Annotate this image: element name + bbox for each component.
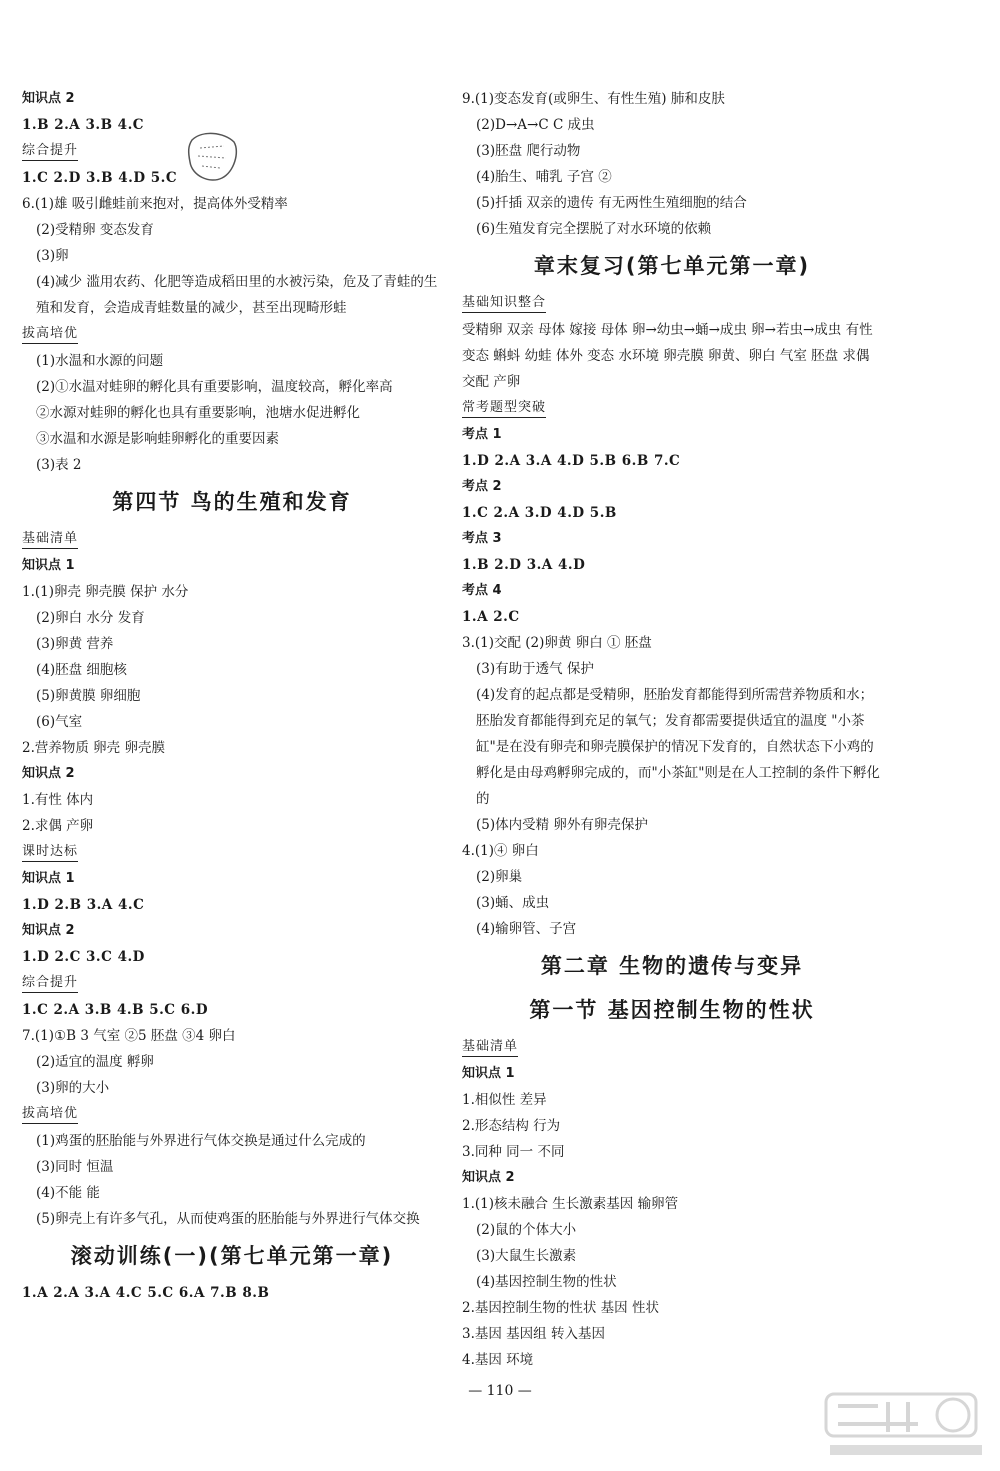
subheading-row bbox=[462, 1034, 882, 1061]
answer-line: ②水源对蛙卵的孵化也具有重要影响，池塘水促进孵化 bbox=[36, 405, 360, 421]
answer-line: (2)卵巢 bbox=[476, 869, 523, 885]
answer-line: 2.求偶 产卵 bbox=[22, 818, 94, 834]
answer-line: 6.(1)雄 吸引雌蛙前来抱对，提高体外受精率 bbox=[22, 196, 288, 212]
subheading-row bbox=[22, 321, 442, 348]
answer-line: (4)基因控制生物的性状 bbox=[476, 1274, 617, 1290]
page-number: — 110 — bbox=[468, 1383, 532, 1399]
answer-line: (3)卵黄 营养 bbox=[36, 636, 114, 652]
subheading: 综合提升 bbox=[22, 974, 78, 993]
answer-line: 7.(1)①B 3 气室 ②5 胚盘 ③4 卵白 bbox=[22, 1028, 236, 1044]
answer-line: (5)卵黄膜 卵细胞 bbox=[36, 688, 141, 704]
answer-line: (6)气室 bbox=[36, 714, 83, 730]
answer-line: 1.A 2.C bbox=[462, 609, 520, 625]
knowledge-point-label: 知识点 1 bbox=[22, 558, 75, 573]
answer-line: (5)卵壳上有许多气孔，从而使鸡蛋的胚胎能与外界进行气体交换 bbox=[36, 1211, 420, 1227]
answer-line: 1.A 2.A 3.A 4.C 5.C 6.A 7.B 8.B bbox=[22, 1285, 270, 1301]
answer-line: 1.C 2.A 3.B 4.B 5.C 6.D bbox=[22, 1002, 209, 1018]
answer-line: 1.有性 体内 bbox=[22, 792, 94, 808]
knowledge-point-label: 考点 3 bbox=[462, 531, 502, 546]
watermark-logo bbox=[818, 1388, 994, 1468]
answer-line: (5)体内受精 卵外有卵壳保护 bbox=[476, 817, 648, 833]
answer-line: (4)胎生、哺乳 子宫 ② bbox=[476, 169, 612, 185]
subheading: 拔高培优 bbox=[22, 1105, 78, 1124]
answer-line: 1.D 2.B 3.A 4.C bbox=[22, 897, 145, 913]
answer-line: (3)同时 恒温 bbox=[36, 1159, 114, 1175]
answer-line: 1.B 2.A 3.B 4.C bbox=[22, 117, 145, 133]
subheading-row bbox=[462, 395, 882, 422]
subheading-row bbox=[22, 839, 442, 866]
subheading: 基础清单 bbox=[22, 530, 78, 549]
subheading: 基础清单 bbox=[462, 1038, 518, 1057]
answer-line: (4)胚盘 细胞核 bbox=[36, 662, 127, 678]
answer-line: (3)大鼠生长激素 bbox=[476, 1248, 577, 1264]
answer-line: (3)胚盘 爬行动物 bbox=[476, 143, 581, 159]
answer-line: 2.营养物质 卵壳 卵壳膜 bbox=[22, 740, 165, 756]
answer-line: (2)受精卵 变态发育 bbox=[36, 222, 154, 238]
subheading-row bbox=[462, 290, 882, 317]
answer-line: 2.形态结构 行为 bbox=[462, 1118, 561, 1134]
answer-line: (4)发育的起点都是受精卵，胚胎发育都能得到所需营养物质和水；胚胎发育都能得到充足的氧气；发育都需要提供适宜的温度 "小茶缸"是在没有卵壳和卵壳膜保护的情况下发育的，自然状态下小鸡的孵化是由母鸡孵卵完成的，而"小茶缸"则是在人工控制的条件下孵化的 bbox=[476, 687, 880, 807]
answer-line: 4.(1)④ 卵白 bbox=[462, 843, 539, 859]
answer-line: 1.C 2.A 3.D 4.D 5.B bbox=[462, 505, 617, 521]
answer-line: 受精卵 双亲 母体 嫁接 母体 卵→幼虫→蛹→成虫 卵→若虫→成虫 有性 变态 蝌蚪 幼蛙 体外 变态 水环境 卵壳膜 卵黄、卵白 气室 胚盘 求偶 交配 产卵 bbox=[462, 322, 873, 390]
answer-line: 1.B 2.D 3.A 4.D bbox=[462, 557, 586, 573]
knowledge-point-label: 知识点 2 bbox=[22, 91, 75, 106]
subheading-row bbox=[22, 1101, 442, 1128]
subheading: 常考题型突破 bbox=[462, 399, 546, 418]
knowledge-point-label: 考点 4 bbox=[462, 583, 502, 598]
right-column bbox=[462, 86, 882, 1373]
answer-line: (6)生殖发育完全摆脱了对水环境的依赖 bbox=[476, 221, 712, 237]
section-title: 滚动训练(一)(第七单元第一章) bbox=[70, 1244, 394, 1268]
answer-line: 9.(1)变态发育(或卵生、有性生殖) 肺和皮肤 bbox=[462, 91, 725, 107]
answer-line: 3.同种 同一 不同 bbox=[462, 1144, 565, 1160]
knowledge-point-label: 知识点 2 bbox=[22, 923, 75, 938]
answer-line: 1.相似性 差异 bbox=[462, 1092, 547, 1108]
answer-line: (3)有助于透气 保护 bbox=[476, 661, 594, 677]
knowledge-point-label: 知识点 2 bbox=[22, 766, 75, 781]
answer-line: (3)卵 bbox=[36, 248, 69, 264]
subheading: 基础知识整合 bbox=[462, 294, 546, 313]
answer-line: (1)鸡蛋的胚胎能与外界进行气体交换是通过什么完成的 bbox=[36, 1133, 366, 1149]
subheading: 拔高培优 bbox=[22, 325, 78, 344]
subheading: 综合提升 bbox=[22, 142, 78, 161]
subheading-row bbox=[22, 970, 442, 997]
knowledge-point-label: 知识点 1 bbox=[462, 1066, 515, 1081]
knowledge-point-label: 知识点 2 bbox=[462, 1170, 515, 1185]
answer-line: ③水温和水源是影响蛙卵孵化的重要因素 bbox=[36, 431, 279, 447]
section-title: 第二章 生物的遗传与变异 bbox=[540, 954, 804, 978]
answer-line: (2)适宜的温度 孵卵 bbox=[36, 1054, 154, 1070]
knowledge-point-label: 考点 2 bbox=[462, 479, 502, 494]
answer-line: 1.(1)卵壳 卵壳膜 保护 水分 bbox=[22, 584, 189, 600]
ink-stamp-mark bbox=[184, 128, 240, 184]
answer-line: 3.基因 基因组 转入基因 bbox=[462, 1326, 605, 1342]
answer-line: (4)减少 滥用农药、化肥等造成稻田里的水被污染，危及了青蛙的生殖和发育，会造成青蛙数量的减少，甚至出现畸形蛙 bbox=[36, 274, 438, 316]
answer-line: 2.基因控制生物的性状 基因 性状 bbox=[462, 1300, 659, 1316]
answer-line: (1)水温和水源的问题 bbox=[36, 353, 164, 369]
knowledge-point-label: 考点 1 bbox=[462, 427, 502, 442]
answer-line: 1.(1)核未融合 生长激素基因 输卵管 bbox=[462, 1196, 679, 1212]
answer-line: 1.C 2.D 3.B 4.D 5.C bbox=[22, 170, 178, 186]
answer-line: (3)卵的大小 bbox=[36, 1080, 110, 1096]
section-title: 第四节 鸟的生殖和发育 bbox=[112, 490, 352, 514]
answer-line: 3.(1)交配 (2)卵黄 卵白 ① 胚盘 bbox=[462, 635, 652, 651]
answer-line: (3)表 2 bbox=[36, 457, 82, 473]
answer-line: (5)扦插 双亲的遗传 有无两性生殖细胞的结合 bbox=[476, 195, 747, 211]
answer-line: (4)输卵管、子宫 bbox=[476, 921, 577, 937]
left-column bbox=[22, 86, 442, 1306]
section-title: 章末复习(第七单元第一章) bbox=[533, 254, 811, 278]
subheading-row bbox=[22, 526, 442, 553]
answer-line: 4.基因 环境 bbox=[462, 1352, 534, 1368]
knowledge-point-label: 知识点 1 bbox=[22, 871, 75, 886]
answer-line: 1.D 2.A 3.A 4.D 5.B 6.B 7.C bbox=[462, 453, 681, 469]
answer-line: 1.D 2.C 3.C 4.D bbox=[22, 949, 145, 965]
answer-line: (2)①水温对蛙卵的孵化具有重要影响，温度较高，孵化率高 bbox=[36, 379, 393, 395]
answer-line: (4)不能 能 bbox=[36, 1185, 100, 1201]
answer-line: (3)蛹、成虫 bbox=[476, 895, 550, 911]
subheading: 课时达标 bbox=[22, 843, 78, 862]
answer-line: (2)卵白 水分 发育 bbox=[36, 610, 145, 626]
section-title: 第一节 基因控制生物的性状 bbox=[529, 998, 815, 1022]
answer-line: (2)鼠的个体大小 bbox=[476, 1222, 577, 1238]
answer-line: (2)D→A→C C 成虫 bbox=[476, 117, 595, 133]
